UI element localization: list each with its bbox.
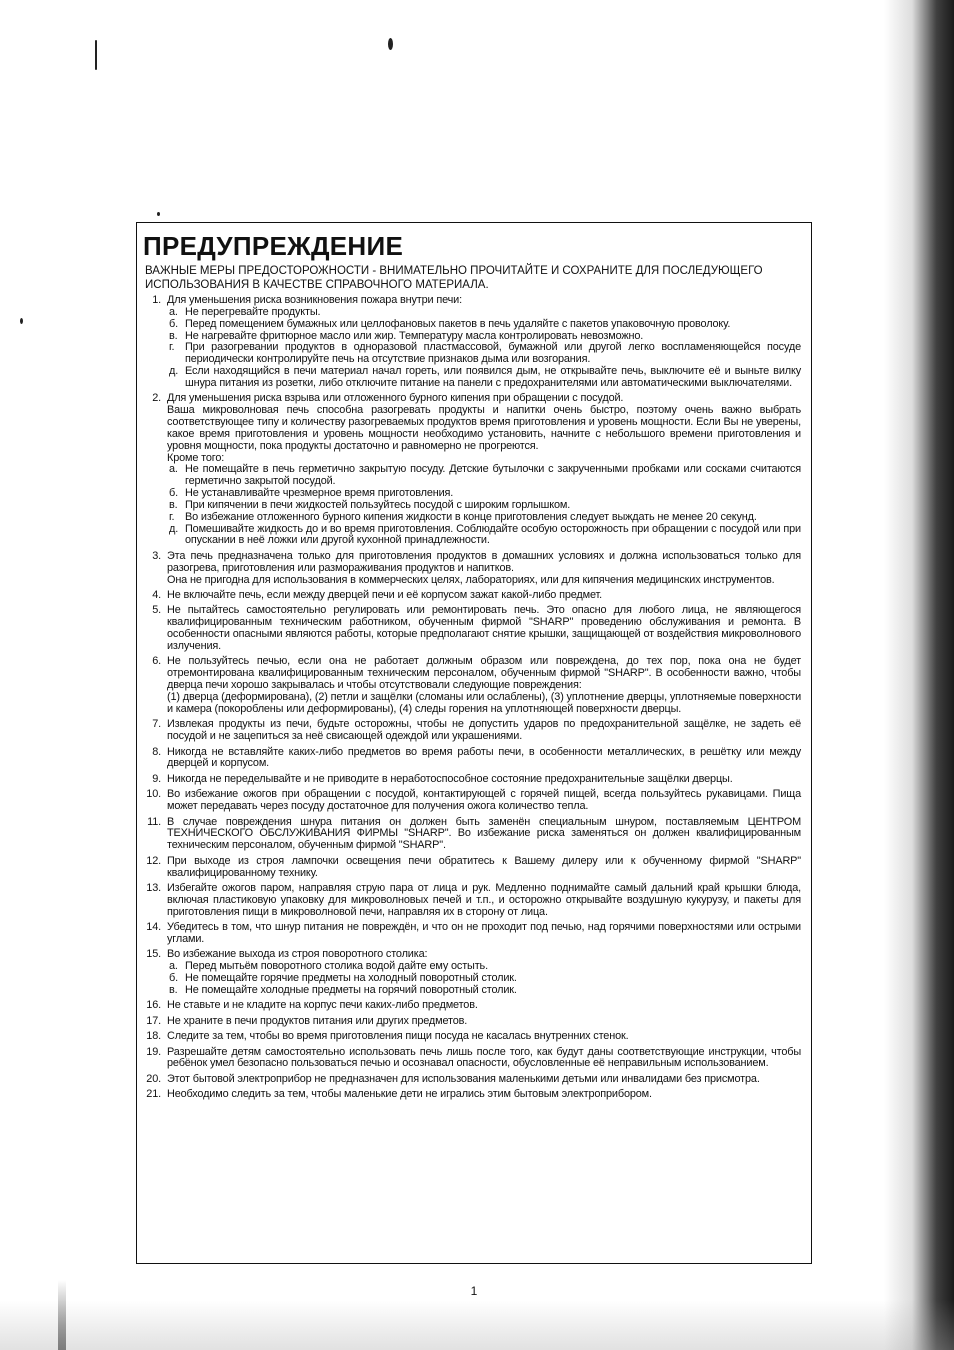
item-text: Не храните в печи продуктов питания или других предметов. — [167, 1014, 468, 1027]
warning-item — [143, 551, 801, 587]
sub-item-text: Помешивайте жидкость до и во время приготовления. Соблюдайте особую осторожность при обращении с посудой или при опускании в неё ложки или другой кухонной принадлежности. — [185, 522, 801, 547]
item-text: Она не пригодна для использования в коммерческих целях, лабораториях, или для кипячения медицинских инструментов. — [167, 573, 775, 586]
item-text: Никогда не переделывайте и не приводите в неработоспособное состояние предохранительные защёлки дверцы. — [167, 772, 733, 785]
warning-item — [143, 789, 801, 813]
sub-item — [167, 524, 801, 548]
item-number: 7. — [152, 718, 161, 731]
sub-item-text: При разогревании продуктов в одноразовой пластмассовой, бумажной или другой легко воспламеняющейся посуде периодически контролируйте печь на отсутствие признаков дыма или возгорания. — [185, 341, 801, 366]
item-text: Не включайте печь, если между дверцей печи и её корпусом зажат какой-либо предмет. — [167, 589, 603, 602]
sub-list — [167, 307, 801, 390]
item-number: 15. — [146, 948, 161, 961]
item-number: 17. — [146, 1014, 161, 1027]
item-text: Необходимо следить за тем, чтобы маленькие дети не игрались этим бытовым электроприбором. — [167, 1088, 652, 1101]
sub-item-letter: б. — [169, 972, 178, 985]
sub-item-letter: в. — [169, 329, 178, 342]
item-text: Никогда не вставляйте каких-либо предметов во время работы печи, в особенности металлических, в решётку или между дверцей и корпусом. — [167, 745, 801, 770]
item-text: Ваша микроволновая печь способна разогревать продукты и напитки очень быстро, поэтому очень важно выбрать соответствующее типу и количеству разогреваемых продуктов время приготовления и уровень мощности. Если Вы не уверены, какое время приготовления и уровень мощности необходимо установить, начните с небольшого времени приготовления и уровня мощности, пока продукты достаточно и равномерно не прогреются. — [167, 404, 801, 452]
scan-speck — [388, 38, 393, 50]
warning-item — [143, 590, 801, 602]
item-text: Убедитесь в том, что шнур питания не повреждён, и что он не проходит под печью, над горячими поверхностями или острыми углами. — [167, 921, 801, 945]
sub-item-letter: б. — [169, 487, 178, 500]
sub-list — [167, 464, 801, 547]
item-number: 21. — [146, 1088, 161, 1101]
item-text: Этот бытовой электроприбор не предназначен для использования маленькими детьми или инвалидами без присмотра. — [167, 1072, 760, 1085]
item-text: Во избежание ожогов при обращении с посудой, контактирующей с горячей пищей, всегда пользуйтесь рукавицами. Пища может передавать через посуду достаточное для получения ожога количество тепла. — [167, 788, 801, 813]
item-number: 6. — [152, 655, 161, 668]
item-number: 11. — [147, 815, 161, 828]
scan-shadow-bottom — [0, 1300, 954, 1350]
sub-item-text: Не помещайте холодные предметы на горячий поворотный столик. — [185, 983, 517, 996]
warning-item — [143, 1016, 801, 1028]
item-text: Разрешайте детям самостоятельно использовать печь лишь после того, как будут даны соответствующие инструкции, чтобы ребёнок умел безопасно пользоваться печью и осознавал опасности, обусловленные её неправильным использованием. — [167, 1045, 801, 1070]
item-text: Во избежание выхода из строя поворотного столика: — [167, 948, 428, 961]
item-number: 3. — [152, 549, 161, 562]
item-text: Не пользуйтесь печью, если она не работает должным образом или повреждена, до тех пор, пока она не будет отремонтирована квалифицированным техническим персоналом, обученным фирмой "SHARP". В особенности важно, чтобы дверца печи хорошо закрывалась и чтобы отсутствовали следующие повреждения: — [167, 655, 801, 692]
sub-item-text: Не устанавливайте чрезмерное время приготовления. — [185, 487, 454, 500]
item-text: Кроме того: — [167, 451, 225, 464]
warning-item — [143, 747, 801, 771]
item-text: (1) дверца (деформирована), (2) петли и защёлки (сломаны или ослаблены), (3) уплотнение дверцы, уплотняемые поверхности и камера (покороблены или деформированы), (4) следы горения на уплотняющей поверхности дверцы. — [167, 690, 802, 715]
item-number: 20. — [146, 1072, 161, 1085]
sub-item — [167, 366, 801, 390]
sub-item-letter: д. — [169, 365, 179, 378]
scan-shadow-right — [884, 0, 954, 1350]
scan-speck — [20, 318, 23, 324]
warning-item — [143, 883, 801, 919]
item-number: 10. — [146, 788, 161, 801]
warning-item — [143, 856, 801, 880]
warning-item — [143, 605, 801, 652]
item-number: 12. — [146, 854, 161, 867]
item-text: Для уменьшения риска взрыва или отложенного бурного кипения при обращении с посудой. — [167, 392, 624, 405]
sub-item-text: Не перегревайте продукты. — [185, 305, 321, 318]
item-text: Извлекая продукты из печи, будьте осторожны, чтобы не допустить ударов по предохранительной защёлке, не задеть её посудой и не зацепиться за неё свисающей одеждой или украшениями. — [167, 718, 801, 743]
item-number: 1. — [152, 294, 161, 306]
warning-item — [143, 295, 801, 390]
sub-item-letter: в. — [169, 983, 178, 996]
sub-item-letter: б. — [169, 317, 178, 330]
item-number: 13. — [146, 881, 161, 894]
warning-item — [143, 1031, 801, 1043]
sub-item-letter: а. — [169, 463, 178, 476]
page-title: ПРЕДУПРЕЖДЕНИЕ — [143, 231, 404, 261]
sub-item-text: При кипячении в печи жидкостей пользуйтесь посудой с широким горлышком. — [185, 498, 571, 511]
sub-item — [167, 342, 801, 366]
sub-item — [167, 464, 801, 488]
item-text: Следите за тем, чтобы во время приготовления пищи посуда не касалась внутренних стенок. — [167, 1030, 629, 1043]
warning-item — [143, 719, 801, 743]
sub-list — [167, 961, 801, 997]
sub-item-text: Не помещайте в печь герметично закрытую посуду. Детские бутылочки с закрученными пробками или сосками считаются герметично закрытой посудой. — [185, 463, 801, 488]
warning-item — [143, 922, 801, 946]
sub-item-text: Не помещайте горячие предметы на холодный поворотный столик. — [185, 972, 517, 985]
warning-item — [143, 1000, 801, 1012]
page-number: 1 — [470, 1284, 478, 1298]
warning-item — [143, 1074, 801, 1086]
sub-item-text: Перед мытьём поворотного столика водой дайте ему остыть. — [185, 960, 488, 973]
item-text: Эта печь предназначена только для приготовления продуктов в домашних условиях и должна использоваться только для разогрева, приготовления или размораживания продуктов и напитков. — [167, 549, 801, 574]
warning-list — [143, 295, 801, 1101]
sub-item-text: Если находящийся в печи материал начал гореть, или появился дым, не открывайте печь, выключите её и выньте вилку шнура питания из розетки, либо отключите питание на панели с предохранителями или автоматическими выключателями. — [185, 365, 801, 389]
sub-item-letter: г. — [169, 510, 175, 523]
item-text: В случае повреждения шнура питания он должен быть заменён специальным шнуром, поставляемым ЦЕНТРОМ ТЕХНИЧЕСКОГО ОБСЛУЖИВАНИЯ ФИРМЫ "SHARP". Во избежание риска заменяться он должен квалифицированным техническим персоналом, обученным фирмой "SHARP". — [167, 815, 801, 852]
warning-item — [143, 656, 801, 715]
item-number: 18. — [146, 1030, 161, 1043]
item-number: 9. — [152, 772, 161, 785]
warning-item — [143, 393, 801, 547]
warning-box — [136, 222, 812, 1264]
scan-speck — [157, 212, 160, 216]
item-number: 4. — [152, 589, 161, 602]
item-text: При выходе из строя лампочки освещения печи обратитесь к Вашему дилеру или к обученному фирмой "SHARP" квалифицированному технику. — [167, 854, 801, 879]
scan-speck — [95, 40, 97, 70]
item-text: Не ставьте и не кладите на корпус печи каких-либо предметов. — [167, 999, 478, 1012]
item-number: 8. — [152, 745, 161, 758]
sub-item-letter: в. — [169, 498, 178, 511]
sub-item-letter: а. — [169, 305, 178, 318]
warning-item — [143, 949, 801, 996]
item-number: 14. — [146, 921, 161, 934]
item-number: 16. — [146, 999, 161, 1012]
sub-item-letter: д. — [169, 522, 179, 535]
sub-item-text: Не нагревайте фритюрное масло или жир. Температуру масла контролировать невозможно. — [185, 329, 644, 342]
sub-item-letter: а. — [169, 960, 178, 973]
warning-item — [143, 774, 801, 786]
sub-item-letter: г. — [169, 341, 175, 354]
sub-item-text: Перед помещением бумажных или целлофановых пакетов в печь удаляйте с пакетов упаковочную проволоку. — [185, 317, 731, 330]
warning-item — [143, 1047, 801, 1071]
item-number: 5. — [152, 604, 161, 617]
item-text: Для уменьшения риска возникновения пожара внутри печи: — [167, 294, 462, 306]
sub-item — [167, 985, 801, 997]
item-number: 19. — [146, 1045, 161, 1058]
item-number: 2. — [152, 392, 161, 405]
warning-subtitle: ВАЖНЫЕ МЕРЫ ПРЕДОСТОРОЖНОСТИ - ВНИМАТЕЛЬНО ПРОЧИТАЙТЕ И СОХРАНИТЕ ДЛЯ ПОСЛЕДУЮЩЕГО ИСПОЛЬЗОВАНИЯ В КАЧЕСТВЕ СПРАВОЧНОГО МАТЕРИАЛА. — [145, 265, 763, 291]
sub-item-text: Во избежание отложенного бурного кипения жидкости в конце приготовления следует выждать не менее 20 секунд. — [185, 510, 757, 523]
item-text: Не пытайтесь самостоятельно регулировать или ремонтировать печь. Это опасно для любого лица, не являющегося квалифицированным техническим работником, обученным фирмой "SHARP" проведению обслуживания и ремонта. В особенности опасными являются работы, которые предполагают снятие крышки, защищающей от воздействия микроволнового излучения. — [167, 604, 801, 652]
warning-item — [143, 817, 801, 853]
warning-item — [143, 1089, 801, 1101]
item-text: Избегайте ожогов паром, направляя струю пара от лица и рук. Медленно поднимайте самый дальний край крышки блюда, включая пластиковую упаковку для микроволновых печей и т.п., и осторожно открывайте воздушную кукурузу, и пакеты для приготовления пищи в микроволновой печи, направляя их в сторону от лица. — [167, 881, 801, 918]
